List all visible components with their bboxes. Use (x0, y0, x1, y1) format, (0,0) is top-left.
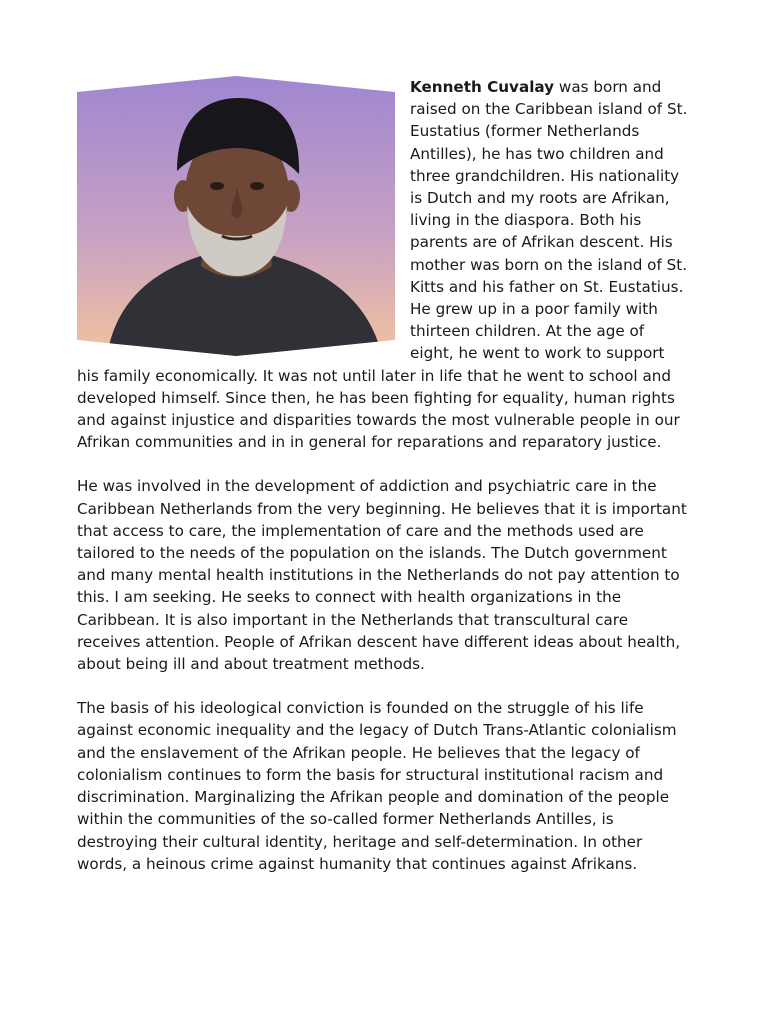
portrait-photo (77, 76, 395, 356)
person-name: Kenneth Cuvalay (410, 78, 555, 96)
bio-paragraph-1-text: was born and raised on the Caribbean island of St. Eustatius (former Netherlands Antilles), he has two children and three grandchildren. His nationality is Dutch and my roots are Afrikan, living in the diaspora. Both his parents are of Afrikan descent. His mother was born on the island of St. Kitts and his father on St. Eustatius. He grew up in a poor family with thirteen children. At the age of eight, he went to work to support his family economically. It was not until later in life that he went to school and developed himself. Since then, he has been fighting for equality, human rights and against injustice and disparities towards the most vulnerable people in our Afrikan communities and in in general for reparations and reparatory justice. (77, 78, 688, 452)
biography-page (77, 76, 691, 897)
bio-paragraph-2: He was involved in the development of addiction and psychiatric care in the Caribbean Netherlands from the very beginning. He believes that it is important that access to care, the implementation of care and the methods used are tailored to the needs of the population on the islands. The Dutch government and many mental health institutions in the Netherlands do not pay attention to this. I am seeking. He seeks to connect with health organizations in the Caribbean. It is also important in the Netherlands that transcultural care receives attention. People of Afrikan descent have different ideas about health, about being ill and about treatment methods. (77, 477, 687, 674)
portrait-image (77, 76, 395, 356)
bio-paragraph-3: The basis of his ideological conviction is founded on the struggle of his life against economic inequality and the legacy of Dutch Trans-Atlantic colonialism and the enslavement of the Afrikan people. He believes that the legacy of colonialism continues to form the basis for structural institutional racism and discrimination. Marginalizing the Afrikan people and domination of the people within the communities of the so-called former Netherlands Antilles, is destroying their cultural identity, heritage and self-determination. In other words, a heinous crime against humanity that continues against Afrikans. (77, 699, 677, 873)
